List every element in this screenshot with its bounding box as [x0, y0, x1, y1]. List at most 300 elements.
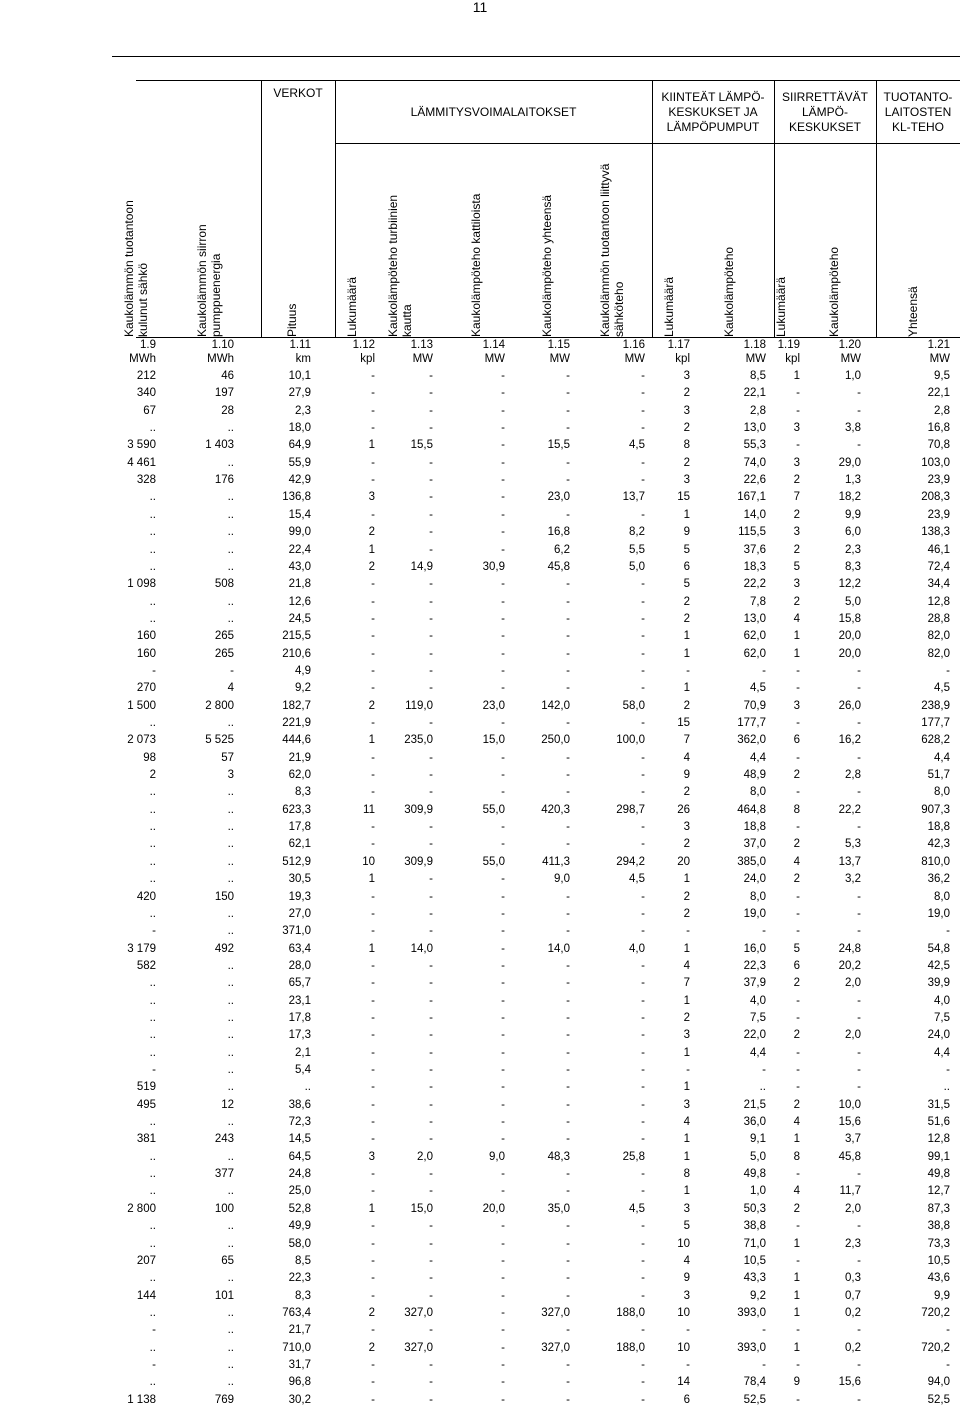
table-cell: -: [371, 1081, 375, 1094]
table-cell: 623,3: [282, 803, 311, 816]
table-cell: 15,8: [838, 612, 861, 625]
group-header-lammitysvoimalaitokset: LÄMMITYSVOIMALAITOKSET: [410, 105, 577, 119]
table-cell: 9,9: [845, 508, 861, 521]
table-cell: 3: [793, 456, 800, 469]
table-cell: ..: [149, 560, 156, 573]
table-cell: 0,2: [845, 1341, 861, 1354]
unit-label: MWh: [129, 353, 156, 365]
table-cell: 8,5: [750, 370, 766, 382]
table-cell: -: [641, 1133, 645, 1146]
table-cell: -: [371, 1324, 375, 1337]
table-cell: ..: [227, 977, 234, 990]
table-cell: -: [429, 682, 433, 695]
table-cell: 1: [368, 439, 375, 452]
table-cell: -: [566, 994, 570, 1007]
table-cell: 43,3: [743, 1272, 766, 1285]
table-cell: -: [501, 1324, 505, 1337]
table-cell: ..: [227, 1029, 234, 1042]
table-cell: -: [371, 1393, 375, 1406]
table-cell: 309,9: [404, 803, 433, 816]
table-cell: -: [371, 994, 375, 1007]
table-cell: 3: [793, 422, 800, 435]
table-cell: -: [566, 717, 570, 729]
unit-label: MWh: [207, 353, 234, 365]
unit-label: MW: [549, 353, 570, 365]
table-cell: 3: [368, 1150, 375, 1163]
table-cell: 42,9: [288, 474, 311, 487]
table-cell: -: [501, 1272, 505, 1285]
table-cell: 58,0: [622, 699, 645, 712]
table-cell: -: [566, 925, 570, 938]
table-cell: -: [429, 1254, 433, 1267]
table-cell: ..: [227, 1324, 234, 1337]
table-cell: -: [641, 1376, 645, 1389]
table-cell: 4,0: [629, 942, 645, 955]
table-cell: ..: [149, 612, 156, 625]
table-cell: 22,4: [288, 543, 311, 556]
group-header-tuotanto: [876, 90, 960, 135]
table-cell: 54,8: [927, 942, 950, 955]
table-cell: 136,8: [282, 491, 311, 504]
table-cell: -: [429, 1133, 433, 1146]
table-cell: 444,6: [282, 734, 311, 747]
table-cell: -: [566, 821, 570, 834]
table-cell: 72,3: [288, 1116, 311, 1129]
table-cell: 3,2: [845, 873, 861, 886]
table-cell: -: [429, 526, 433, 539]
table-cell: 16,8: [927, 422, 950, 435]
table-cell: -: [501, 873, 505, 886]
table-cell: -: [566, 1168, 570, 1181]
table-cell: ..: [227, 717, 234, 729]
table-cell: 769: [214, 1393, 234, 1406]
table-cell: 8,5: [295, 1254, 311, 1267]
table-cell: 19,0: [927, 907, 950, 920]
column-header: [122, 200, 150, 337]
table-cell: -: [796, 1220, 800, 1233]
column-header-line: Kaukolämpöteho kattiloista: [469, 193, 483, 337]
table-cell: 2: [683, 612, 690, 625]
table-cell: -: [857, 907, 861, 920]
table-cell: 20,2: [838, 959, 861, 972]
table-cell: -: [566, 1376, 570, 1389]
table-cell: -: [429, 370, 433, 382]
table-cell: 4: [683, 1116, 690, 1129]
table-cell: -: [566, 647, 570, 660]
header-divider: [261, 80, 262, 337]
table-cell: 160: [136, 647, 156, 660]
table-cell: ..: [149, 786, 156, 799]
table-cell: 19,0: [743, 907, 766, 920]
table-cell: 2: [683, 456, 690, 469]
table-cell: 36,2: [927, 873, 950, 886]
table-cell: -: [641, 422, 645, 435]
table-cell: 243: [214, 1133, 234, 1146]
table-cell: -: [566, 1289, 570, 1302]
table-cell: 1: [683, 1081, 690, 1094]
table-cell: 18,2: [838, 491, 861, 504]
table-cell: -: [857, 717, 861, 729]
table-cell: 42,3: [927, 838, 950, 851]
table-cell: -: [371, 1046, 375, 1059]
table-cell: 2: [683, 786, 690, 799]
table-cell: 177,7: [737, 717, 766, 729]
table-cell: -: [371, 595, 375, 608]
table-cell: -: [152, 1324, 156, 1337]
column-number: 1.20: [838, 339, 861, 351]
column-number: 1.10: [211, 339, 234, 351]
table-cell: -: [641, 769, 645, 782]
table-cell: -: [152, 1358, 156, 1371]
table-cell: -: [566, 1046, 570, 1059]
table-cell: 512,9: [282, 855, 311, 868]
table-cell: -: [762, 664, 766, 677]
table-cell: 250,0: [541, 734, 570, 747]
table-cell: -: [796, 1324, 800, 1337]
table-cell: 98: [143, 751, 156, 764]
table-cell: -: [946, 1358, 950, 1371]
table-cell: 2: [793, 977, 800, 990]
table-cell: 42,5: [927, 959, 950, 972]
table-cell: -: [429, 907, 433, 920]
table-cell: 176: [214, 474, 234, 487]
table-cell: 6: [793, 959, 800, 972]
table-cell: 12,7: [927, 1185, 950, 1198]
table-cell: ..: [227, 1116, 234, 1129]
table-cell: -: [429, 1376, 433, 1389]
table-cell: 23,0: [547, 491, 570, 504]
table-cell: 48,9: [743, 769, 766, 782]
table-cell: 2 073: [127, 734, 156, 747]
table-cell: 18,8: [927, 821, 950, 834]
table-cell: 4: [683, 1254, 690, 1267]
table-cell: ..: [227, 1081, 234, 1094]
table-cell: 15,4: [288, 508, 311, 521]
table-cell: 188,0: [616, 1341, 645, 1354]
table-cell: 235,0: [404, 734, 433, 747]
table-cell: 207: [136, 1254, 156, 1267]
table-cell: -: [429, 838, 433, 851]
table-cell: 1: [683, 508, 690, 521]
table-cell: ..: [227, 612, 234, 625]
table-cell: -: [641, 1324, 645, 1337]
table-cell: -: [429, 630, 433, 643]
table-cell: 4 461: [127, 456, 156, 469]
table-cell: -: [371, 1168, 375, 1181]
table-cell: 5: [683, 543, 690, 556]
table-cell: -: [762, 1064, 766, 1076]
table-cell: 6: [683, 560, 690, 573]
table-cell: -: [796, 717, 800, 729]
table-cell: -: [429, 1185, 433, 1198]
table-cell: -: [566, 1029, 570, 1042]
table-cell: -: [501, 1393, 505, 1406]
table-cell: 23,9: [927, 508, 950, 521]
table-cell: -: [641, 786, 645, 799]
table-cell: 8,3: [295, 1289, 311, 1302]
table-cell: -: [566, 508, 570, 521]
table-cell: 160: [136, 630, 156, 643]
table-cell: ..: [227, 1220, 234, 1233]
table-cell: -: [857, 925, 861, 938]
table-cell: 16,0: [743, 942, 766, 955]
table-cell: -: [566, 578, 570, 591]
table-cell: 215,5: [282, 630, 311, 643]
table-cell: 21,9: [288, 751, 311, 764]
table-cell: -: [501, 1081, 505, 1094]
table-cell: 10: [677, 1237, 690, 1250]
table-cell: 12,8: [927, 595, 950, 608]
table-cell: ..: [227, 838, 234, 851]
table-cell: 9,1: [750, 1133, 766, 1146]
group-header-line: TUOTANTO-: [883, 90, 953, 104]
column-header-line: Lukumäärä: [345, 276, 359, 337]
table-cell: -: [946, 925, 950, 938]
table-cell: 5,0: [750, 1150, 766, 1163]
table-cell: -: [641, 474, 645, 487]
table-cell: 15,6: [838, 1376, 861, 1389]
table-cell: -: [566, 1185, 570, 1198]
table-cell: 22,6: [743, 474, 766, 487]
table-cell: 2,8: [845, 769, 861, 782]
group-header-line: KESKUKSET: [788, 120, 862, 134]
table-cell: ..: [149, 1272, 156, 1285]
table-cell: 142,0: [541, 699, 570, 712]
table-cell: 46: [221, 370, 234, 382]
group-header-line: KL-TEHO: [891, 120, 944, 134]
table-cell: 5,5: [629, 543, 645, 556]
table-cell: 12,6: [288, 595, 311, 608]
table-cell: 31,7: [288, 1358, 311, 1371]
table-cell: 3: [793, 699, 800, 712]
table-cell: 23,9: [927, 474, 950, 487]
table-cell: -: [429, 1098, 433, 1111]
table-cell: -: [641, 1220, 645, 1233]
table-cell: 519: [136, 1081, 156, 1094]
table-cell: 2 800: [205, 699, 234, 712]
table-cell: 100,0: [616, 734, 645, 747]
column-header-line: Kaukolämpöteho: [722, 246, 736, 337]
table-cell: ..: [149, 717, 156, 729]
table-cell: 265: [214, 630, 234, 643]
table-cell: 45,8: [547, 560, 570, 573]
table-cell: -: [641, 890, 645, 903]
table-cell: ..: [149, 855, 156, 868]
table-cell: 21,5: [743, 1098, 766, 1111]
table-cell: ..: [149, 821, 156, 834]
table-cell: -: [641, 404, 645, 417]
table-cell: -: [641, 664, 645, 677]
table-cell: 3 179: [127, 942, 156, 955]
table-cell: 8,0: [750, 890, 766, 903]
table-cell: 238,9: [921, 699, 950, 712]
table-cell: -: [641, 612, 645, 625]
table-cell: -: [857, 1220, 861, 1233]
table-cell: -: [501, 508, 505, 521]
table-cell: -: [566, 1011, 570, 1024]
table-cell: -: [429, 1237, 433, 1250]
table-cell: 49,9: [288, 1220, 311, 1233]
table-cell: -: [501, 578, 505, 591]
header-rule: [136, 80, 960, 81]
column-number: 1.9: [140, 339, 156, 351]
table-cell: ..: [149, 1046, 156, 1059]
table-cell: 9,9: [934, 1289, 950, 1302]
table-cell: -: [429, 422, 433, 435]
table-cell: -: [371, 1220, 375, 1233]
table-cell: 17,8: [288, 821, 311, 834]
table-cell: -: [796, 1081, 800, 1094]
header-top-rule: [112, 56, 960, 57]
table-cell: -: [641, 907, 645, 920]
table-cell: 1: [793, 1237, 800, 1250]
table-cell: 35,0: [547, 1202, 570, 1215]
column-number: 1.11: [289, 339, 311, 351]
table-cell: 1 403: [205, 439, 234, 452]
table-cell: 26: [677, 803, 690, 816]
group-header-kiinteat: [652, 90, 774, 135]
table-cell: 70,9: [743, 699, 766, 712]
table-cell: -: [857, 786, 861, 799]
unit-label: MW: [624, 353, 645, 365]
table-cell: 38,8: [743, 1220, 766, 1233]
table-cell: -: [429, 595, 433, 608]
table-cell: 20,0: [838, 630, 861, 643]
table-cell: -: [371, 959, 375, 972]
column-header-line: Kaukolämpöteho: [827, 246, 841, 337]
table-cell: 210,6: [282, 647, 311, 660]
table-cell: 8,0: [934, 786, 950, 799]
table-cell: -: [429, 1358, 433, 1371]
table-cell: -: [501, 1220, 505, 1233]
table-cell: -: [857, 1064, 861, 1076]
table-cell: 2: [368, 699, 375, 712]
table-cell: -: [566, 1237, 570, 1250]
table-cell: 15,5: [410, 439, 433, 452]
table-cell: 2: [793, 873, 800, 886]
table-cell: 55,9: [288, 456, 311, 469]
table-cell: -: [501, 786, 505, 799]
table-cell: 10,5: [927, 1254, 950, 1267]
table-cell: 212: [136, 370, 156, 382]
table-cell: 43,0: [288, 560, 311, 573]
table-cell: -: [857, 1324, 861, 1337]
table-cell: -: [371, 1185, 375, 1198]
table-cell: ..: [227, 907, 234, 920]
table-cell: -: [641, 1081, 645, 1094]
table-cell: -: [857, 1168, 861, 1181]
table-cell: -: [796, 925, 800, 938]
table-cell: 11,7: [839, 1185, 861, 1198]
table-cell: 37,6: [743, 543, 766, 556]
table-cell: 2,0: [845, 977, 861, 990]
table-cell: 2,0: [417, 1150, 433, 1163]
table-cell: -: [796, 1358, 800, 1371]
table-cell: 5,0: [845, 595, 861, 608]
table-cell: 8: [683, 439, 690, 452]
table-cell: 4: [683, 751, 690, 764]
table-cell: 2: [683, 595, 690, 608]
table-cell: ..: [227, 1064, 234, 1076]
table-cell: 362,0: [737, 734, 766, 747]
table-cell: -: [641, 1393, 645, 1406]
table-cell: -: [641, 1185, 645, 1198]
table-cell: -: [501, 1254, 505, 1267]
table-cell: 13,0: [743, 612, 766, 625]
table-cell: -: [641, 1116, 645, 1129]
table-cell: 0,2: [845, 1306, 861, 1319]
table-cell: 36,0: [743, 1116, 766, 1129]
table-cell: -: [371, 786, 375, 799]
table-cell: 3: [683, 1098, 690, 1111]
table-cell: ..: [149, 907, 156, 920]
table-cell: 1: [683, 1150, 690, 1163]
column-header: [345, 277, 359, 337]
column-header-line: Kaukolämmön tuotantoon: [122, 200, 136, 337]
table-cell: 1: [793, 1341, 800, 1354]
table-cell: -: [501, 439, 505, 452]
table-cell: ..: [227, 1237, 234, 1250]
table-cell: -: [857, 664, 861, 677]
table-cell: 15,6: [838, 1116, 861, 1129]
table-cell: -: [429, 387, 433, 400]
table-cell: 67: [143, 404, 156, 417]
table-cell: -: [371, 1098, 375, 1111]
table-cell: -: [641, 821, 645, 834]
table-cell: -: [686, 1064, 690, 1076]
table-cell: ..: [149, 1341, 156, 1354]
table-cell: -: [501, 1237, 505, 1250]
table-cell: -: [501, 491, 505, 504]
table-cell: -: [371, 1358, 375, 1371]
table-cell: 420: [136, 890, 156, 903]
table-cell: 327,0: [404, 1341, 433, 1354]
table-cell: -: [371, 370, 375, 382]
table-cell: ..: [149, 803, 156, 816]
table-cell: 43,6: [927, 1272, 950, 1285]
table-cell: 3: [793, 526, 800, 539]
unit-label: MW: [840, 353, 861, 365]
table-cell: -: [371, 456, 375, 469]
table-cell: -: [371, 1272, 375, 1285]
table-cell: 3: [683, 370, 690, 382]
table-cell: -: [566, 474, 570, 487]
table-cell: 14: [677, 1376, 690, 1389]
table-cell: ..: [227, 560, 234, 573]
group-header-siirrettavat: [774, 90, 876, 135]
table-cell: -: [566, 977, 570, 990]
table-cell: ..: [149, 1029, 156, 1042]
table-cell: 4,4: [750, 751, 766, 764]
table-cell: 57: [221, 751, 234, 764]
table-cell: 82,0: [927, 647, 950, 660]
table-cell: -: [501, 751, 505, 764]
table-cell: 63,4: [288, 942, 311, 955]
table-cell: -: [796, 1046, 800, 1059]
table-cell: 18,0: [288, 422, 311, 435]
table-cell: 30,2: [288, 1393, 311, 1406]
table-cell: -: [429, 1220, 433, 1233]
table-cell: 26,0: [838, 699, 861, 712]
table-cell: 6,2: [554, 543, 570, 556]
table-cell: -: [371, 1116, 375, 1129]
table-cell: -: [686, 925, 690, 938]
table-cell: -: [566, 1133, 570, 1146]
table-cell: -: [857, 1011, 861, 1024]
column-header-line: Yhteensä: [906, 286, 920, 337]
table-cell: 65,7: [288, 977, 311, 990]
table-cell: -: [566, 595, 570, 608]
